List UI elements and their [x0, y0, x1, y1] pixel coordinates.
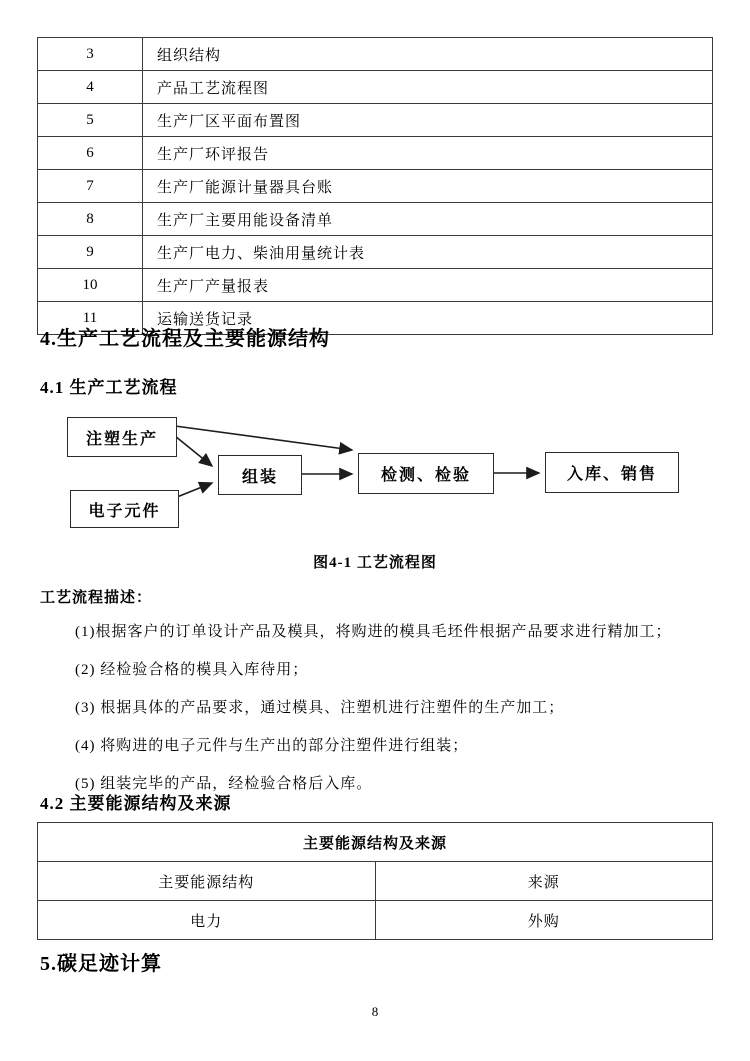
energy-cell-source: 外购: [375, 901, 713, 940]
table-row: [38, 38, 713, 71]
section-4-2-heading: 4.2 主要能源结构及来源: [40, 794, 232, 813]
process-flowchart: [40, 405, 712, 545]
flow-node-inspection: 检测、检验: [358, 453, 494, 494]
flow-node-injection: 注塑生产: [67, 417, 177, 457]
table-row: [38, 269, 713, 302]
description-item: (1)根据客户的订单设计产品及模具，将购进的模具毛坯件根据产品要求进行精加工；: [75, 624, 672, 640]
figure-caption: 图4-1 工艺流程图: [313, 555, 437, 571]
attachment-table: [37, 37, 713, 335]
row-number-cell: 11: [38, 302, 143, 335]
row-number-cell: 10: [38, 269, 143, 302]
row-number-cell: 7: [38, 170, 143, 203]
row-label-cell: 产品工艺流程图: [143, 71, 713, 104]
row-number-cell: 3: [38, 38, 143, 71]
energy-table: [37, 822, 713, 940]
page-number: 8: [371, 1004, 379, 1019]
table-row: [38, 170, 713, 203]
row-label-cell: 生产厂主要用能设备清单: [143, 203, 713, 236]
process-description-heading: 工艺流程描述：: [40, 590, 153, 606]
table-row: [38, 71, 713, 104]
row-label-cell: 生产厂电力、柴油用量统计表: [143, 236, 713, 269]
flow-node-sales: 入库、销售: [545, 452, 679, 493]
description-item: (5) 组装完毕的产品，经检验合格后入库。: [75, 776, 373, 792]
flow-node-electronics: 电子元件: [70, 490, 179, 528]
table-row: [38, 236, 713, 269]
row-label-cell: 生产厂区平面布置图: [143, 104, 713, 137]
row-number-cell: 9: [38, 236, 143, 269]
energy-header-structure: 主要能源结构: [38, 862, 376, 901]
description-item: (3) 根据具体的产品要求，通过模具、注塑机进行注塑件的生产加工；: [75, 700, 565, 716]
energy-table-title: 主要能源结构及来源: [38, 823, 713, 862]
row-label-cell: 组织结构: [143, 38, 713, 71]
row-number-cell: 8: [38, 203, 143, 236]
table-row: [38, 137, 713, 170]
process-description-list: [75, 620, 715, 810]
row-label-cell: 生产厂能源计量器具台账: [143, 170, 713, 203]
table-row: [38, 104, 713, 137]
row-label-cell: 生产厂环评报告: [143, 137, 713, 170]
energy-cell-structure: 电力: [38, 901, 376, 940]
flow-node-assembly: 组装: [218, 455, 302, 495]
description-item: (4) 将购进的电子元件与生产出的部分注塑件进行组装；: [75, 738, 469, 754]
energy-table-data-row: [38, 901, 713, 940]
row-label-cell: 运输送货记录: [143, 302, 713, 335]
energy-table-header-row: [38, 862, 713, 901]
row-number-cell: 5: [38, 104, 143, 137]
section-4-1-heading: 4.1 生产工艺流程: [40, 378, 178, 397]
description-item: (2) 经检验合格的模具入库待用；: [75, 662, 309, 678]
row-number-cell: 6: [38, 137, 143, 170]
table-row: [38, 203, 713, 236]
section-4-heading: 4.生产工艺流程及主要能源结构: [40, 328, 330, 350]
energy-table-title-row: [38, 823, 713, 862]
row-number-cell: 4: [38, 71, 143, 104]
energy-header-source: 来源: [375, 862, 713, 901]
section-5-heading: 5.碳足迹计算: [40, 953, 162, 975]
row-label-cell: 生产厂产量报表: [143, 269, 713, 302]
